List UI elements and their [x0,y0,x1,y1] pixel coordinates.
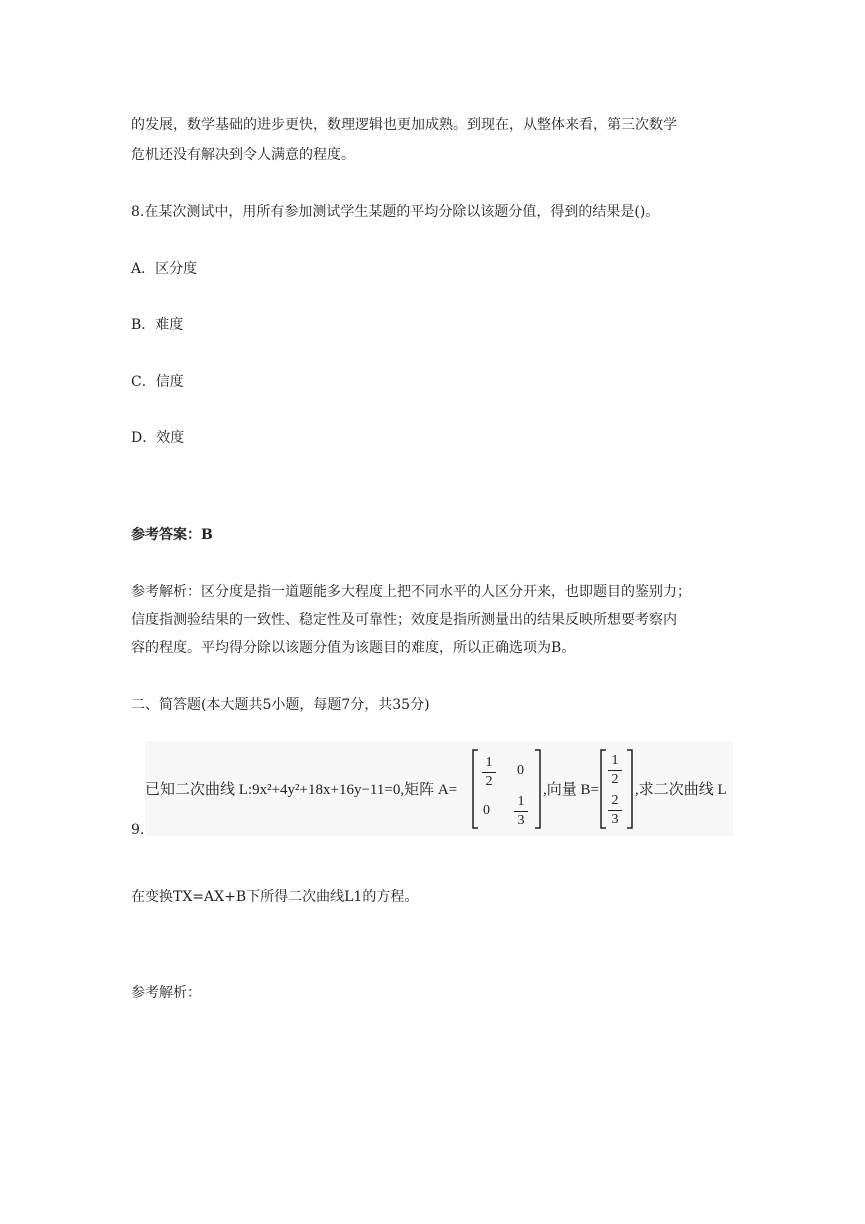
matrix-a-21: 0 [483,803,490,818]
analysis-line-2: 信度指测验结果的一致性、稳定性及可靠性；效度是指所测量出的结果反映所想要考察内 [131,612,677,628]
section-heading: 二、简答题(本大题共5小题，每题7分，共35分) [131,697,430,713]
matrix-a-right-bracket [534,749,542,829]
matrix-a-11: 1 2 [479,755,499,790]
formula-image [145,741,733,836]
question-8: 8.在某次测试中，用所有参加测试学生某题的平均分除以该题分值，得到的结果是()。 [131,204,660,220]
formula [145,741,733,836]
formula-text-1: 已知二次曲线 L:9x²+4y²+18x+16y−11=0,矩阵 A= [145,782,458,798]
option-b: B．难度 [131,317,184,333]
analysis-label: 参考解析： [131,985,201,1001]
vector-b-2: 2 3 [605,793,625,828]
analysis-line-3: 容的程度。平均得分除以该题分值为该题目的难度，所以正确选项为B。 [131,640,576,656]
option-d: D．效度 [131,430,185,446]
analysis-line-1: 参考解析：区分度是指一道题能多大程度上把不同水平的人区分开来，也即题目的鉴别力； [131,584,691,600]
option-a: A．区分度 [131,261,198,277]
line-2: 危机还没有解决到令人满意的程度。 [131,147,355,163]
formula-text-2: ,向量 B= [543,782,599,798]
matrix-a-left-bracket [471,749,479,829]
vector-b-1: 1 2 [605,753,625,788]
question-9-continuation: 在变换TX=AX+B下所得二次曲线L1的方程。 [131,889,419,905]
option-c: C．信度 [131,374,184,390]
matrix-a-12: 0 [517,763,524,778]
question-9-number: 9. [131,822,145,838]
line-1: 的发展，数学基础的进步更快，数理逻辑也更加成熟。到现在，从整体来看，第三次数学 [131,117,677,133]
vector-b-right-bracket [626,749,634,829]
matrix-a-22: 1 3 [511,794,531,829]
formula-text-3: ,求二次曲线 L [635,782,727,798]
answer: 参考答案：B [131,527,213,543]
